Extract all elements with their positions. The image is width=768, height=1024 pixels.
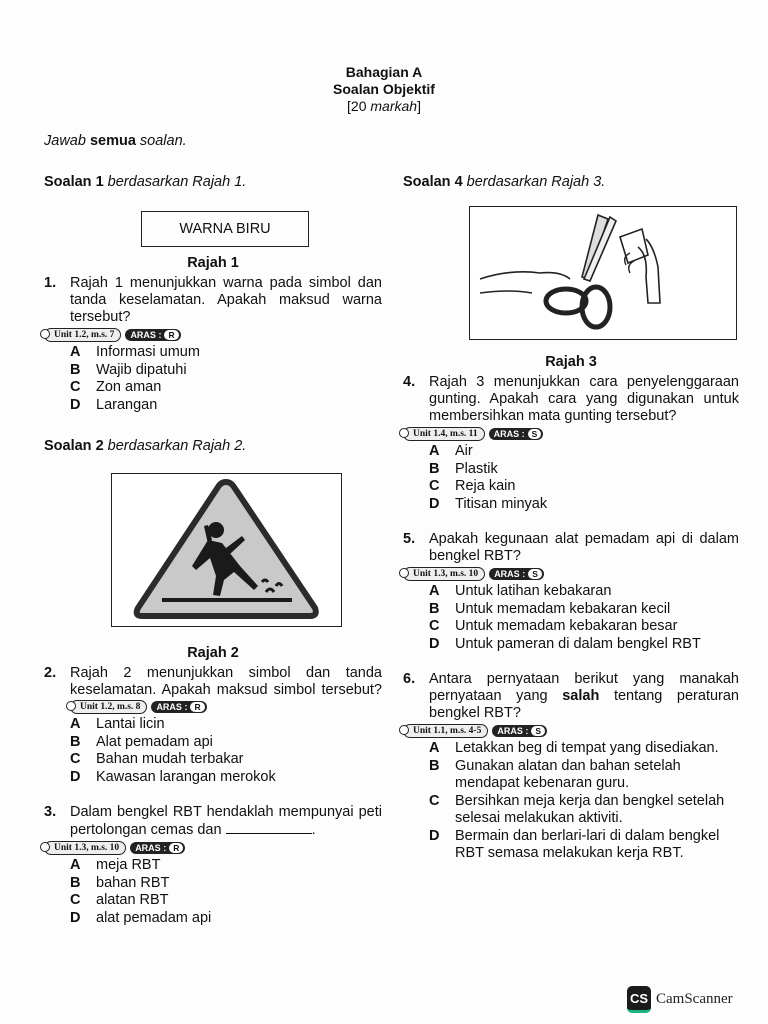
option-letter: B (70, 874, 81, 891)
aras-badge: ARAS : S (489, 428, 544, 440)
option-text: Gunakan alatan dan bahan setelah mendapat kebenaran guru. (455, 757, 681, 791)
option-a (403, 740, 739, 758)
option-text: Bermain dan berlari-lari di dalam bengkel RBT semasa melakukan kerja RBT. (455, 827, 720, 861)
option-letter: C (429, 618, 440, 634)
option-b (44, 875, 382, 893)
rajah-1-caption: Rajah 1 (187, 255, 239, 271)
option-c (44, 751, 382, 769)
option-letter: D (429, 495, 440, 512)
option-letter: C (429, 478, 440, 494)
option-text: Reja kain (455, 478, 516, 494)
option-c (44, 892, 382, 910)
section-title: Bahagian A (345, 64, 423, 80)
option-letter: A (70, 344, 81, 360)
option-letter: D (70, 768, 81, 785)
option-d (44, 910, 382, 928)
option-letter: D (429, 827, 440, 844)
right-column (403, 174, 739, 863)
rajah-3-figure (469, 206, 737, 340)
slippery-floor-sign-icon (112, 474, 341, 626)
aras-badge: ARAS : R (130, 842, 185, 854)
option-d (44, 397, 382, 415)
option-d (44, 769, 382, 787)
option-text: meja RBT (96, 857, 161, 873)
option-text: Lantai licin (96, 716, 165, 732)
camscanner-logo-icon: CS (627, 986, 651, 1013)
option-a (44, 344, 382, 362)
option-letter: A (429, 740, 440, 756)
unit-ref-badge: Unit 1.4, m.s. 11 (403, 427, 485, 441)
left-column (44, 174, 382, 927)
option-letter: A (70, 857, 81, 873)
option-text: alatan RBT (96, 892, 169, 908)
question-4-options (403, 443, 739, 513)
option-c (403, 478, 739, 496)
instruction: Jawab semua soalan. (44, 133, 187, 149)
option-letter: C (70, 379, 81, 395)
option-letter: D (429, 635, 440, 652)
option-a (403, 583, 739, 601)
soalan-4-intro: Soalan 4 berdasarkan Rajah 3. (403, 174, 606, 190)
answer-blank (226, 821, 312, 834)
option-a (44, 857, 382, 875)
question-6: 6. Antara pernyataan berikut yang manakah pernyataan yang salah tentang peraturan bengkel RBT? Unit 1.1, m.s. 4-5 ARAS : S (403, 671, 739, 737)
question-tags (44, 327, 382, 344)
option-b (44, 362, 382, 380)
option-letter: C (429, 792, 440, 809)
option-letter: B (429, 757, 440, 774)
question-3: 3. Dalam bengkel RBT hendaklah mempunyai peti pertolongan cemas dan . Unit 1.3, m.s. 10 ARAS : R (44, 804, 382, 854)
camscanner-watermark (627, 986, 733, 1013)
option-text: Alat pemadam api (96, 733, 213, 750)
section-header (0, 64, 768, 115)
option-text: Bersihkan meja kerja dan bengkel setelah selesai melakukan aktiviti. (455, 792, 725, 826)
unit-ref-badge: Unit 1.3, m.s. 10 (403, 567, 485, 581)
question-1: 1. Rajah 1 menunjukkan warna pada simbol dan tanda keselamatan. Apakah maksud warna tersebut? Unit 1.2, m.s. 7 ARAS : R (44, 275, 382, 344)
option-text: Informasi umum (96, 344, 200, 360)
aras-badge: ARAS : S (489, 568, 544, 580)
option-d (403, 496, 739, 514)
option-letter: B (70, 361, 81, 378)
question-4: 4. Rajah 3 menunjukkan cara penyelenggaraan gunting. Apakah cara yang digunakan untuk membersihkan mata gunting tersebut? Unit 1.4, m.s. 11 ARAS : S (403, 374, 739, 440)
rajah-1-box: WARNA BIRU (141, 211, 309, 247)
option-text: Plastik (455, 460, 498, 477)
option-c (44, 379, 382, 397)
option-letter: B (429, 600, 440, 617)
option-letter: A (429, 443, 440, 459)
option-text: Larangan (96, 396, 158, 413)
option-letter: D (70, 909, 81, 926)
option-b (403, 601, 739, 619)
question-2: 2. Rajah 2 menunjukkan simbol dan tanda keselamatan. Apakah maksud simbol tersebut? Unit 1.2, m.s. 8 ARAS : R (44, 665, 382, 713)
option-letter: A (70, 716, 81, 732)
option-text: Untuk latihan kebakaran (455, 583, 612, 599)
rajah-2-caption: Rajah 2 (187, 645, 239, 661)
section-subtitle: Soalan Objektif (333, 81, 435, 97)
unit-ref-badge: Unit 1.2, m.s. 7 (44, 328, 121, 342)
option-text: Air (455, 443, 473, 459)
question-5-options (403, 583, 739, 653)
option-letter: C (70, 892, 81, 908)
question-5: 5. Apakah kegunaan alat pemadam api di dalam bengkel RBT? Unit 1.3, m.s. 10 ARAS : S (403, 531, 739, 580)
option-c (403, 793, 739, 828)
option-letter: D (70, 396, 81, 413)
question-2-options (44, 716, 382, 786)
option-b (44, 734, 382, 752)
option-text: Letakkan beg di tempat yang disediakan. (455, 740, 719, 756)
unit-ref-badge: Unit 1.1, m.s. 4-5 (403, 724, 488, 738)
aras-badge: ARAS : R (125, 329, 180, 341)
option-letter: B (429, 460, 440, 477)
rajah-2-figure (111, 473, 342, 627)
option-a (403, 443, 739, 461)
option-text: Titisan minyak (455, 495, 548, 512)
option-text: Zon aman (96, 379, 162, 395)
option-a (44, 716, 382, 734)
option-b (403, 758, 739, 793)
option-text: Bahan mudah terbakar (96, 751, 244, 767)
option-text: bahan RBT (96, 874, 170, 891)
total-marks: [20 markah] (347, 98, 421, 114)
option-text: Untuk pameran di dalam bengkel RBT (455, 635, 701, 652)
question-1-options (44, 344, 382, 414)
option-letter: B (70, 733, 81, 750)
camscanner-brand: CamScanner (656, 991, 733, 1007)
aras-badge: ARAS : R (151, 701, 206, 713)
option-text: Untuk memadam kebakaran kecil (455, 600, 671, 617)
unit-ref-badge: Unit 1.3, m.s. 10 (44, 841, 126, 855)
option-letter: A (429, 583, 440, 599)
soalan-1-intro: Soalan 1 berdasarkan Rajah 1. (44, 174, 247, 190)
option-c (403, 618, 739, 636)
option-text: Wajib dipatuhi (96, 361, 187, 378)
option-text: alat pemadam api (96, 909, 212, 926)
option-d (403, 828, 739, 863)
rajah-3-caption: Rajah 3 (545, 354, 597, 370)
option-text: Kawasan larangan merokok (96, 768, 276, 785)
unit-ref-badge: Unit 1.2, m.s. 8 (70, 700, 147, 714)
question-3-options (44, 857, 382, 927)
option-d (403, 636, 739, 654)
option-letter: C (70, 751, 81, 767)
question-6-options (403, 740, 739, 863)
aras-badge: ARAS : S (492, 725, 547, 737)
option-b (403, 461, 739, 479)
scissors-cleaning-icon (470, 207, 736, 339)
soalan-2-intro: Soalan 2 berdasarkan Rajah 2. (44, 438, 247, 454)
option-text: Untuk memadam kebakaran besar (455, 618, 678, 634)
